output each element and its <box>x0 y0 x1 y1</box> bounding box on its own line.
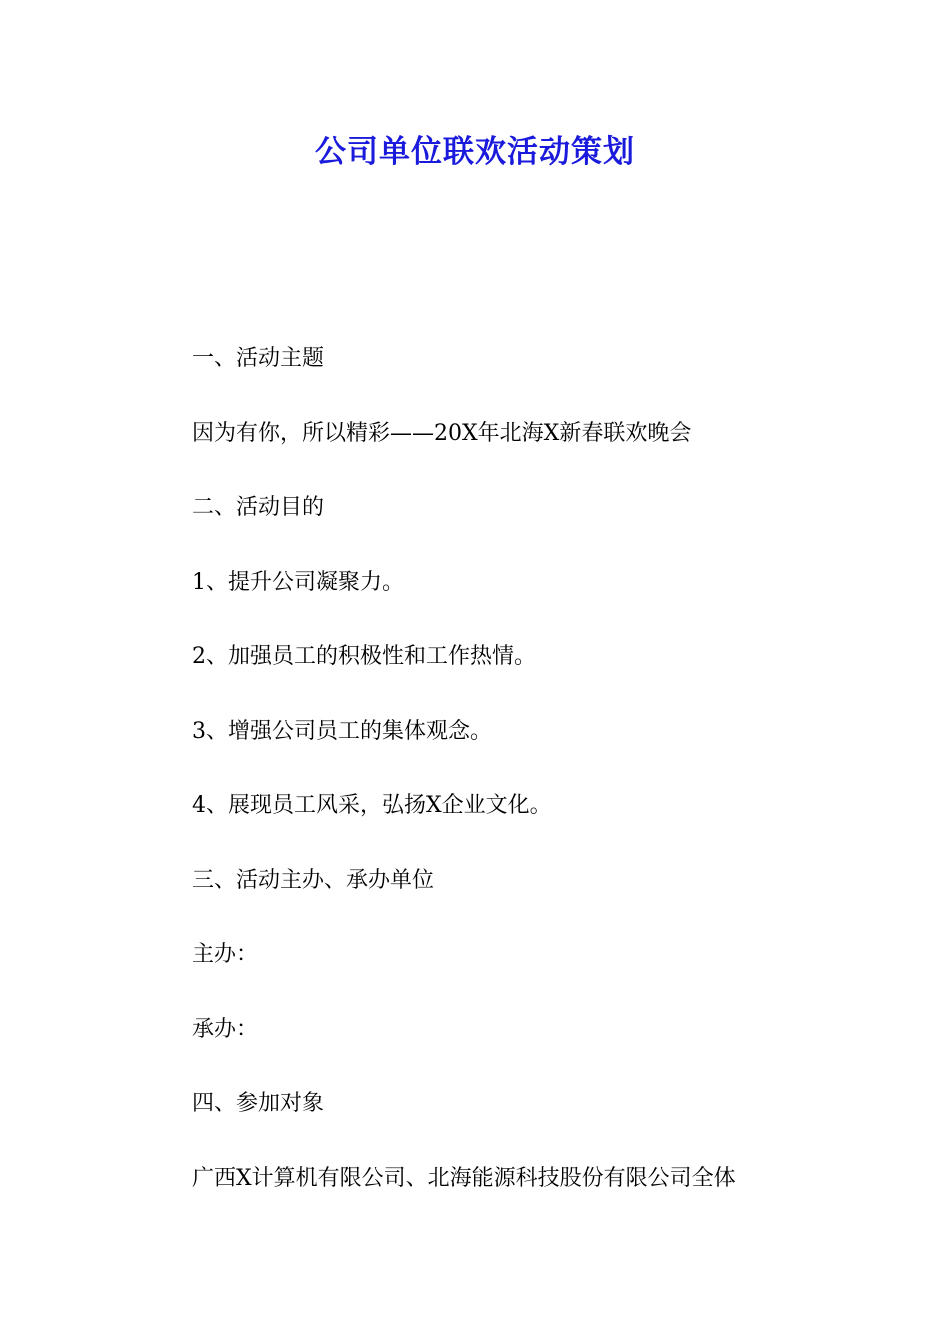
paragraph-participants: 广西X计算机有限公司、北海能源科技股份有限公司全体 <box>192 1166 736 1191</box>
paragraph-organizer: 承办： <box>192 1017 259 1042</box>
paragraph-host: 主办： <box>192 942 259 967</box>
section-heading-activity-purpose: 二、活动目的 <box>192 495 325 520</box>
paragraph-theme-text: 因为有你，所以精彩——20X年北海X新春联欢晚会 <box>192 421 692 446</box>
document-title: 公司单位联欢活动策划 <box>315 134 635 170</box>
section-heading-activity-theme: 一、活动主题 <box>192 346 325 371</box>
list-item-purpose-2: 2、加强员工的积极性和工作热情。 <box>192 644 536 669</box>
section-heading-participants: 四、参加对象 <box>192 1091 325 1116</box>
list-item-purpose-1: 1、提升公司凝聚力。 <box>192 570 404 595</box>
list-item-purpose-3: 3、增强公司员工的集体观念。 <box>192 719 492 744</box>
list-item-purpose-4: 4、展现员工风采，弘扬X企业文化。 <box>192 793 552 818</box>
section-heading-organizers: 三、活动主办、承办单位 <box>192 868 435 893</box>
